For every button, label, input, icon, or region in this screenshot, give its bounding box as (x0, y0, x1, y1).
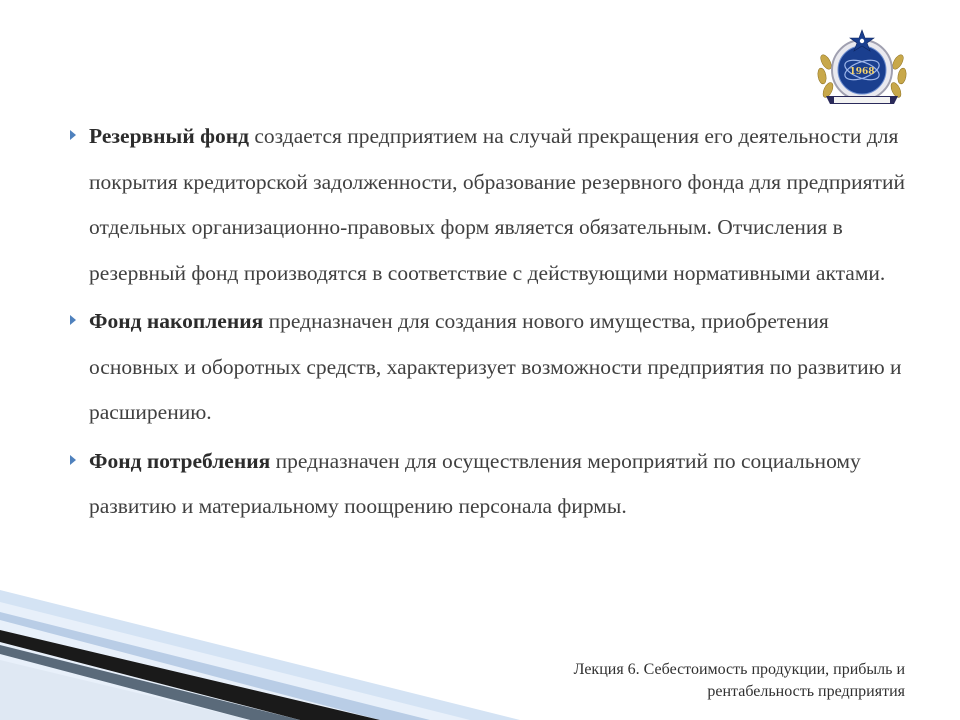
bullet-triangle-icon (70, 315, 76, 325)
bullet-triangle-icon (70, 455, 76, 465)
bullet-text (89, 299, 910, 436)
bullet-triangle-icon (70, 130, 76, 140)
slide-footer (465, 659, 905, 703)
bullet-text (89, 114, 910, 296)
academy-emblem-icon (812, 24, 912, 110)
bullet-description: создается предприятием на случай прекращения его деятельности для покрытия кредиторской задолженности, образование резервного фонда для предприятий отдельных организационно-правовых форм является обязательным. Отчисления в резервный фонд производятся в соответствие с действующими нормативными актами. (89, 124, 905, 285)
bullet-consumption-fund (70, 439, 910, 530)
bullet-reserve-fund (70, 114, 910, 296)
bullet-term: Резервный фонд (89, 124, 249, 148)
bullet-term: Фонд накопления (89, 309, 264, 333)
emblem-year: 1968 (849, 67, 875, 77)
bullet-description: предназначен для создания нового имущества, приобретения основных и оборотных средств, характеризует возможности предприятия по развитию и расширению. (89, 309, 902, 424)
bullet-list (70, 114, 910, 533)
bullet-term: Фонд потребления (89, 448, 271, 473)
bullet-accumulation-fund (70, 299, 910, 436)
bullet-text (89, 439, 910, 530)
bullet-description: предназначен для осуществления мероприятий по социальному развитию и материальному поощрению персонала фирмы. (89, 448, 861, 518)
footer-line-2: рентабельность предприятия (707, 683, 905, 700)
footer-line-1: Лекция 6. Себестоимость продукции, прибыль и (573, 661, 905, 678)
